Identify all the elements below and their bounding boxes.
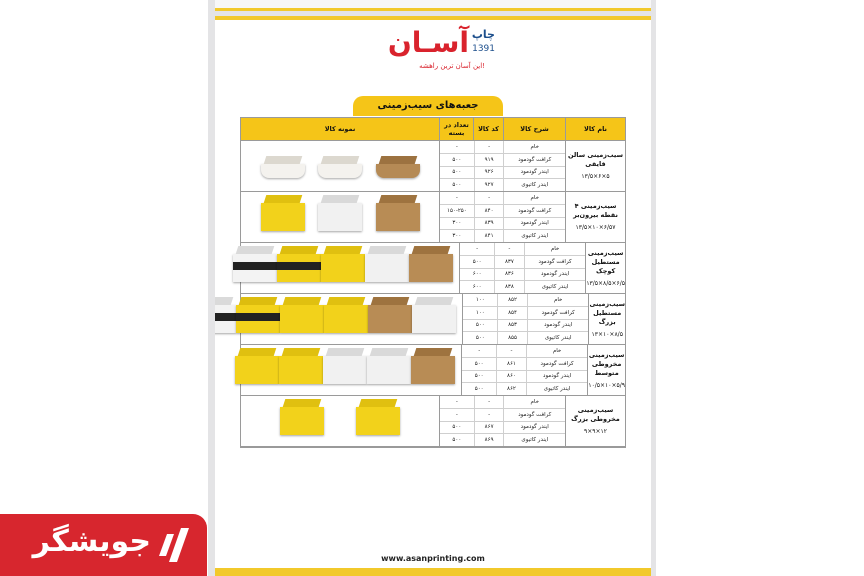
variant-code: ۸۵۲ [497, 294, 527, 306]
variant-code: ۸۶۷ [474, 422, 504, 434]
box-lid [282, 399, 321, 407]
box-lid [327, 297, 366, 305]
variant-code: ۸۶۲ [496, 383, 526, 395]
product-group [241, 396, 625, 447]
previous-page-footer-bar [215, 8, 651, 11]
logo-tagline: این آسان ترین راهشه! [419, 62, 485, 70]
product-sample-image [318, 164, 362, 178]
variant-desc: کرافت گودمود [527, 307, 589, 319]
product-sample-image [236, 305, 280, 333]
variant-qty: ۶۰۰ [472, 284, 482, 291]
variant-rows [439, 192, 565, 242]
table-row [440, 434, 565, 446]
box-stripe [215, 313, 236, 321]
variant-desc: ایندر گودمود [503, 218, 565, 230]
product-name-cell [588, 294, 625, 344]
table-row [463, 307, 588, 320]
product-samples [241, 192, 439, 242]
box-lid [282, 348, 321, 356]
product-group [241, 141, 625, 192]
product-sample-image [376, 164, 420, 178]
product-name: سیب‌زمینی مستطیل بزرگ [589, 299, 626, 326]
product-sample-image [409, 254, 453, 282]
variant-qty: ۵۰۰ [452, 424, 462, 431]
product-sample-image [321, 254, 365, 282]
product-dimensions: ۹×۹×۱۲ [584, 428, 607, 435]
product-group [241, 243, 625, 294]
table-row [460, 269, 585, 282]
product-sample-image [412, 305, 456, 333]
variant-code: ۹۲۷ [474, 179, 504, 191]
variant-desc: ایندر کاتیوی [524, 281, 586, 293]
variant-desc: کرافت گودمود [526, 358, 588, 370]
box-lid [412, 246, 451, 254]
watermark-logo-icon [157, 526, 193, 564]
variant-desc: خام [503, 141, 565, 153]
variant-code: ۸۴۰ [474, 205, 504, 217]
product-samples [229, 345, 461, 395]
product-name-cell [565, 192, 625, 242]
variant-rows [461, 345, 587, 395]
box-lid [321, 195, 360, 203]
box-lid [370, 348, 409, 356]
table-body [241, 141, 625, 447]
box-lid [414, 348, 453, 356]
table-row [440, 167, 565, 180]
variant-qty: - [478, 347, 481, 354]
box-lid [239, 297, 278, 305]
variant-qty: ۵۰۰ [452, 182, 462, 189]
logo-year-text: 1391 [472, 44, 495, 54]
product-dimensions: ۱۰/۵×۱۰×۵/۹ [588, 381, 625, 389]
variant-desc: ایندر گودمود [503, 422, 565, 434]
product-name: سیب‌زمینی مستطیل کوچک [587, 248, 624, 275]
variant-code: - [474, 141, 504, 153]
variant-desc: ایندر کاتیوی [503, 179, 565, 191]
table-row [460, 243, 585, 256]
variant-desc: کرافت گودمود [503, 409, 565, 421]
variant-desc: ایندر گودمود [526, 371, 588, 383]
table-row [463, 294, 588, 307]
product-sample-image [365, 254, 409, 282]
box-lid [215, 297, 234, 305]
variant-code: ۹۱۹ [474, 154, 504, 166]
box-lid [371, 297, 410, 305]
box-lid [326, 348, 365, 356]
variant-qty: - [455, 398, 458, 405]
box-lid [378, 195, 417, 203]
table-row [462, 371, 587, 384]
product-sample-image [279, 356, 323, 384]
variant-code: ۸۵۳ [497, 320, 527, 332]
table-row [440, 154, 565, 167]
header-name: نام کالا [565, 118, 625, 140]
variant-desc: خام [503, 192, 565, 204]
table-header-row [241, 118, 625, 141]
product-sample-image [233, 254, 277, 282]
variant-qty: ۵۰۰ [472, 258, 482, 265]
section-title: جعبه‌های سیب‌زمینی [377, 100, 479, 111]
footer-url[interactable]: www.asanprinting.com [381, 554, 485, 563]
previous-page-edge[interactable] [215, 0, 651, 8]
product-samples [215, 294, 462, 344]
variant-qty: ۵۰۰ [475, 335, 485, 342]
product-dimensions: ۱۳/۵×۸/۵×۶/۵ [586, 279, 625, 287]
table-row [440, 409, 565, 422]
brand-logo [375, 26, 495, 74]
product-group [241, 192, 625, 243]
variant-qty: ۳۰۰ [452, 233, 462, 240]
box-stripe [277, 262, 321, 270]
table-row [440, 396, 565, 409]
box-lid [359, 399, 398, 407]
product-sample-image [235, 356, 279, 384]
product-name: سیب‌زمینی مخروطی بزرگ [571, 406, 620, 423]
product-sample-image [277, 254, 321, 282]
table-row [460, 256, 585, 269]
page-bottom-bar [215, 568, 651, 576]
page-top-bar [215, 16, 651, 20]
product-sample-image [324, 305, 368, 333]
product-dimensions: ۱۳/۵×۶×۵ [581, 173, 610, 180]
table-row [440, 192, 565, 205]
logo-chap-text: چاپ [471, 28, 495, 41]
variant-code: - [496, 345, 526, 357]
table-row [460, 281, 585, 293]
variant-qty: ۵۰۰ [475, 322, 485, 329]
product-samples [227, 243, 459, 293]
variant-code: - [474, 396, 504, 408]
product-sample-image [323, 356, 367, 384]
product-name-cell [565, 141, 625, 191]
variant-qty: ۵۰۰ [474, 360, 484, 367]
variant-desc: خام [503, 396, 565, 408]
header-desc: شرح کالا [503, 118, 565, 140]
variant-code: ۸۶۹ [474, 434, 504, 446]
table-row [440, 218, 565, 231]
variant-desc: کرافت گودمود [524, 256, 586, 268]
product-samples [241, 141, 439, 191]
variant-desc: کرافت گودمود [503, 154, 565, 166]
product-dimensions: ۱۳×۱۰×۸/۵ [591, 330, 623, 338]
table-row [440, 179, 565, 191]
product-sample-image [368, 305, 412, 333]
variant-desc: کرافت گودمود [503, 205, 565, 217]
box-lid [283, 297, 322, 305]
variant-qty: ۶۰۰ [472, 271, 482, 278]
product-group [241, 294, 625, 345]
header-qty: تعداد در بسته [439, 118, 473, 140]
table-row [463, 332, 588, 344]
table-row [463, 320, 588, 333]
variant-desc: ایندر کاتیوی [526, 383, 588, 395]
box-lid [321, 156, 360, 164]
table-row [440, 141, 565, 154]
variant-code: ۸۵۵ [497, 332, 527, 344]
variant-desc: خام [524, 243, 586, 255]
product-name: سیب‌زمینی ۴ نقطه بیرون‌بر [573, 202, 618, 219]
variant-qty: ۵۰۰ [474, 373, 484, 380]
product-sample-image [356, 407, 400, 435]
variant-code: ۸۳۶ [494, 269, 524, 281]
product-name-cell [587, 345, 625, 395]
box-lid [415, 297, 454, 305]
product-name-cell [585, 243, 625, 293]
variant-qty: ۱۵۰-۲۵۰ [447, 207, 467, 214]
logo-main-text: آسـان [387, 26, 469, 59]
variant-code: ۹۲۶ [474, 167, 504, 179]
variant-qty: ۳۰۰ [452, 220, 462, 227]
variant-code: ۸۶۱ [496, 358, 526, 370]
product-name: سیب‌زمینی سالن قایقی [568, 151, 623, 168]
variant-code: ۸۵۴ [497, 307, 527, 319]
product-sample-image [261, 164, 305, 178]
product-group [241, 345, 625, 396]
table-row [440, 230, 565, 242]
table-row [462, 383, 587, 395]
table-row [462, 358, 587, 371]
catalog-page [215, 16, 651, 576]
product-samples [241, 396, 439, 446]
watermark-badge [0, 514, 207, 576]
variant-qty: - [476, 245, 479, 252]
table-row [440, 422, 565, 435]
table-row [462, 345, 587, 358]
variant-code: ۸۶۰ [496, 371, 526, 383]
variant-desc: خام [526, 345, 588, 357]
variant-rows [459, 243, 585, 293]
variant-qty: ۱۰۰ [475, 296, 485, 303]
variant-code: - [494, 243, 524, 255]
variant-desc: خام [527, 294, 589, 306]
box-lid [324, 246, 363, 254]
box-lid [236, 246, 275, 254]
variant-desc: ایندر کاتیوی [503, 230, 565, 242]
product-sample-image [261, 203, 305, 231]
variant-desc: ایندر گودمود [503, 167, 565, 179]
box-lid [378, 156, 417, 164]
variant-qty: ۵۰۰ [474, 386, 484, 393]
product-sample-image [376, 203, 420, 231]
variant-code: ۸۴۱ [474, 230, 504, 242]
variant-code: - [474, 409, 504, 421]
variant-qty: - [455, 411, 458, 418]
product-table [240, 117, 626, 448]
header-sample: نمونه کالا [324, 125, 356, 133]
variant-desc: ایندر گودمود [527, 320, 589, 332]
product-sample-image [411, 356, 455, 384]
box-lid [263, 156, 302, 164]
section-title-tab [353, 96, 503, 116]
box-lid [263, 195, 302, 203]
box-lid [368, 246, 407, 254]
table-row [440, 205, 565, 218]
variant-desc: ایندر گودمود [524, 269, 586, 281]
variant-qty: ۵۰۰ [452, 156, 462, 163]
product-sample-image [280, 305, 324, 333]
variant-qty: - [455, 194, 458, 201]
variant-desc: ایندر کاتیوی [527, 332, 589, 344]
product-name: سیب‌زمینی مخروطی متوسط [588, 350, 625, 377]
box-lid [280, 246, 319, 254]
variant-qty: ۵۰۰ [452, 437, 462, 444]
product-sample-image [367, 356, 411, 384]
variant-code: ۸۳۷ [494, 256, 524, 268]
variant-rows [439, 396, 565, 446]
box-stripe [233, 262, 277, 270]
variant-desc: ایندر کاتیوی [503, 434, 565, 446]
product-dimensions: ۱۳/۵×۱۰×۶/۵۷ [575, 224, 616, 231]
variant-rows [462, 294, 588, 344]
variant-qty: - [455, 143, 458, 150]
product-name-cell [565, 396, 625, 446]
variant-code: ۸۳۹ [474, 218, 504, 230]
product-sample-image [318, 203, 362, 231]
variant-code: ۸۳۸ [494, 281, 524, 293]
watermark-text: جویشگر [32, 524, 151, 559]
variant-code: - [474, 192, 504, 204]
variant-qty: ۵۰۰ [452, 169, 462, 176]
header-code: کد کالا [473, 118, 503, 140]
product-sample-image [280, 407, 324, 435]
product-sample-image [215, 305, 236, 333]
box-stripe [236, 313, 280, 321]
variant-rows [439, 141, 565, 191]
box-lid [238, 348, 277, 356]
variant-qty: ۱۰۰ [475, 309, 485, 316]
